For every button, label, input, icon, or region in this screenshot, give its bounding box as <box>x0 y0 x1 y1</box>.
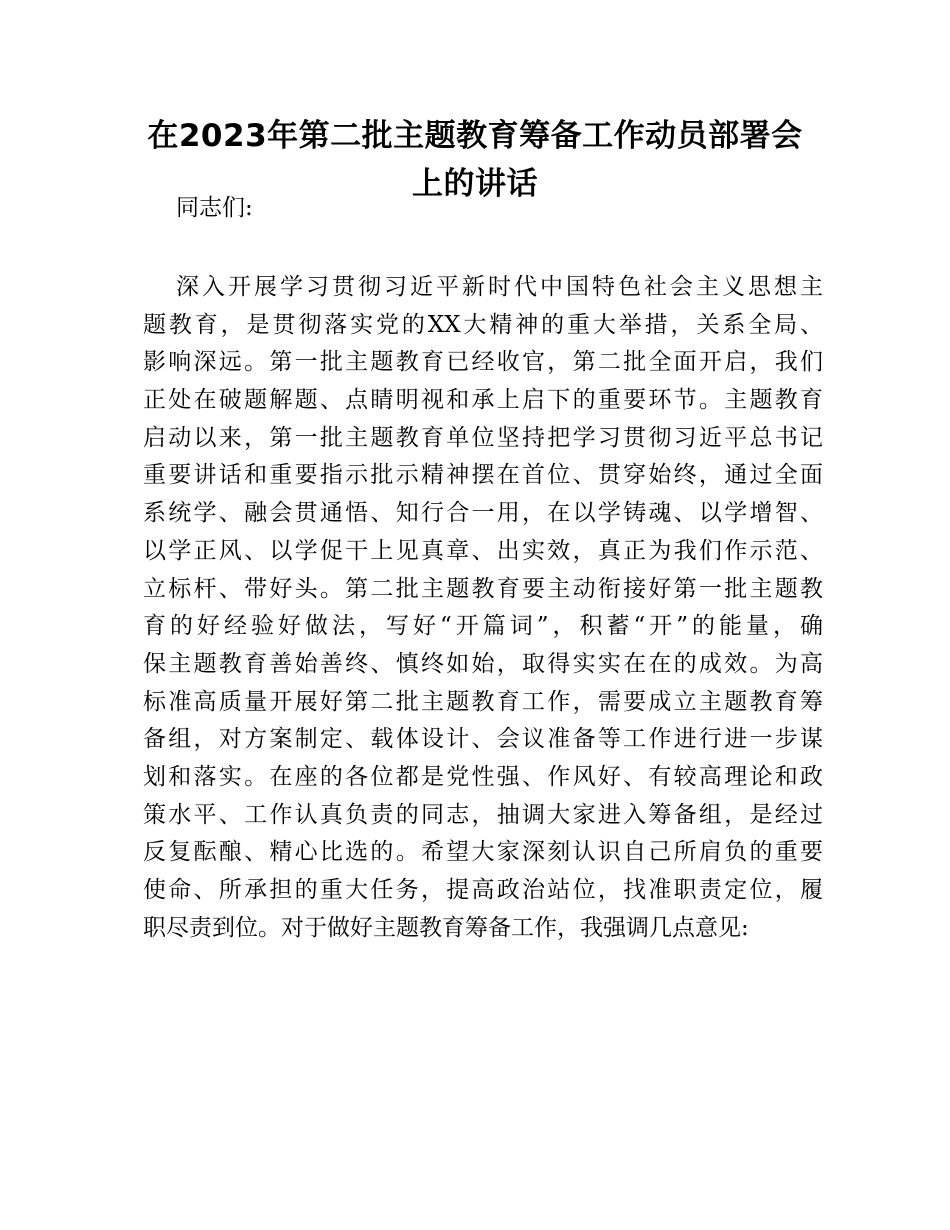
paragraph-line: 保主题教育善始善终、慎终如始，取得实实在在的成效。为高 <box>143 650 823 677</box>
paragraph-line: 深入开展学习贯彻习近平新时代中国特色社会主义思想主 <box>176 274 823 300</box>
paragraph-line: 职尽责到位。对于做好主题教育筹备工作，我强调几点意见: <box>143 914 749 941</box>
paragraph-line: 启动以来，第一批主题教育单位坚持把学习贯彻习近平总书记 <box>143 424 823 451</box>
paragraph-line: 正处在破题解题、点睛明视和承上启下的重要环节。主题教育 <box>143 387 823 414</box>
paragraph-line: 以学正风、以学促干上见真章、出实效，真正为我们作示范、 <box>143 537 823 564</box>
title-line-1: 在2023年第二批主题教育筹备工作动员部署会 <box>147 118 803 154</box>
paragraph-line: 重要讲话和重要指示批示精神摆在首位、贯穿始终，通过全面 <box>143 462 823 489</box>
paragraph-line: 系统学、融会贯通悟、知行合一用，在以学铸魂、以学增智、 <box>143 500 823 527</box>
greeting: 同志们: <box>176 195 253 221</box>
paragraph-line: 题教育，是贯彻落实党的XX大精神的重大举措，关系全局、 <box>143 311 823 338</box>
body-paragraph <box>143 269 823 947</box>
paragraph-line: 使命、所承担的重大任务，提高政治站位，找准职责定位，履 <box>143 877 823 903</box>
paragraph-line: 反复酝酿、精心比选的。希望大家深刻认识自己所肩负的重要 <box>143 839 823 866</box>
paragraph-line: 育的好经验好做法，写好“开篇词”，积蓄“开”的能量，确 <box>143 613 823 640</box>
title-line-2: 上的讲话 <box>412 166 538 202</box>
paragraph-line: 立标杆、带好头。第二批主题教育要主动衔接好第一批主题教 <box>143 575 823 602</box>
paragraph-line: 标准高质量开展好第二批主题教育工作，需要成立主题教育筹 <box>143 688 823 715</box>
paragraph-line: 备组，对方案制定、载体设计、会议准备等工作进行进一步谋 <box>143 726 823 753</box>
paragraph-line: 策水平、工作认真负责的同志，抽调大家进入筹备组，是经过 <box>143 801 823 828</box>
paragraph-line: 影响深远。第一批主题教育已经收官，第二批全面开启，我们 <box>143 349 823 376</box>
paragraph-line: 划和落实。在座的各位都是党性强、作风好、有较高理论和政 <box>143 763 823 790</box>
